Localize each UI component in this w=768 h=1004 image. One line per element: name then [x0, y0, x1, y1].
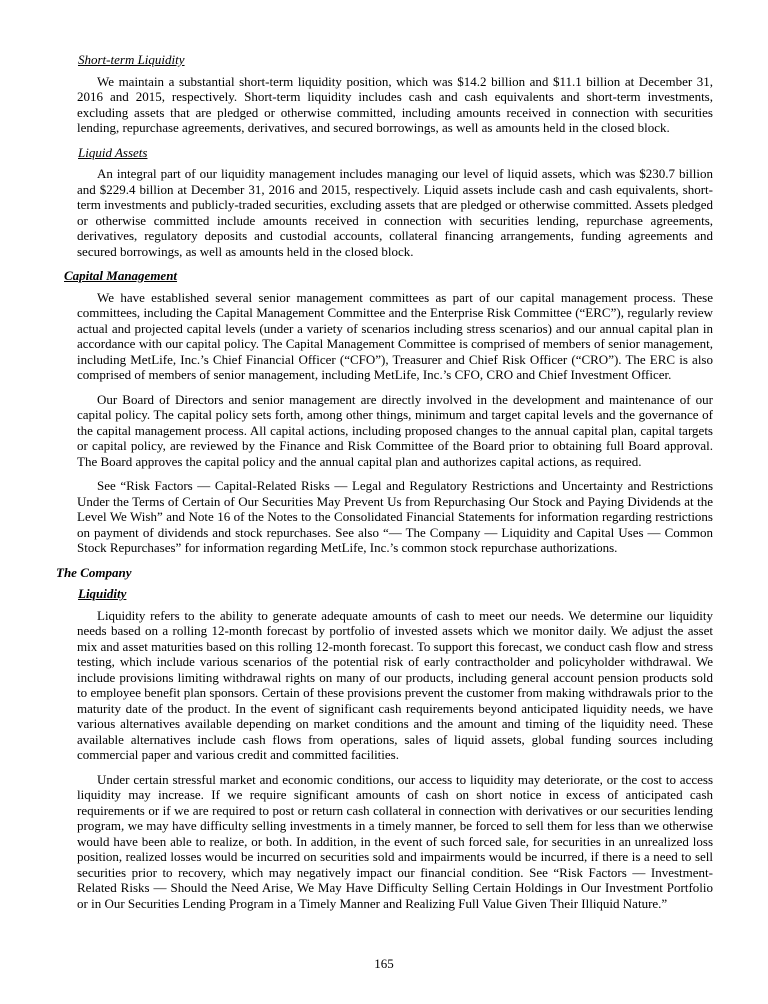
paragraph-capital-management-3: See “Risk Factors — Capital-Related Risks — Legal and Regulatory Restrictions and Uncertainty and Restrictions Under the Terms of Certain of Our Securities May Prevent Us from Repurchasing Our Stock and Paying Dividends at the Level We Wish” and Note 16 of the Notes to the Consolidated Financial Statements for information regarding restrictions on payment of dividends and stock repurchases. See also “— The Company — Liquidity and Capital Uses — Common Stock Repurchases” for information regarding MetLife, Inc.’s common stock repurchase authorizations. [77, 478, 713, 555]
paragraph-short-term-liquidity-1: We maintain a substantial short-term liquidity position, which was $14.2 billion and $11.1 billion at December 31, 2016 and 2015, respectively. Short-term liquidity includes cash and cash equivalents and short-term investments, excluding assets that are pledged or otherwise committed, including amounts received in connection with securities lending, repurchase agreements, derivatives, and secured borrowings, as well as amounts held in the closed block. [77, 73, 713, 135]
page-number: 165 [374, 955, 394, 971]
heading-capital-management [64, 268, 713, 284]
heading-liquidity [78, 586, 713, 602]
heading-liquid-assets [78, 145, 713, 161]
heading-short-term-liquidity-text: Short-term Liquidity [78, 52, 185, 67]
paragraph-liquidity-1: Liquidity refers to the ability to generate adequate amounts of cash to meet our needs. We determine our liquidity needs based on a rolling 12-month forecast by portfolio of invested assets which we monitor daily. We adjust the asset mix and asset maturities based on this rolling 12-month forecast. To support this forecast, we conduct cash flow and stress testing, which include various scenarios of the potential risk of early contractholder and policyholder withdrawal. We include provisions limiting withdrawal rights on many of our products, including general account pension products sold to employee benefit plan sponsors. Certain of these provisions prevent the customer from making withdrawals prior to the maturity date of the product. In the event of significant cash requirements beyond anticipated liquidity needs, we have various alternatives available depending on market conditions and the amount and timing of the liquidity need. These available alternatives include cash flows from operations, sales of liquid assets, global funding sources including commercial paper and various credit and committed facilities. [77, 607, 713, 762]
paragraph-capital-management-1: We have established several senior management committees as part of our capital management process. These committees, including the Capital Management Committee and the Enterprise Risk Committee (“ERC”), regularly review actual and projected capital levels (under a variety of scenarios including stress scenarios) and our annual capital plan in accordance with our capital policy. The Capital Management Committee is comprised of members of senior management, including MetLife, Inc.’s Chief Financial Officer (“CFO”), Treasurer and Chief Risk Officer (“CRO”). The ERC is also comprised of members of senior management, including MetLife, Inc.’s CFO, CRO and Chief Investment Officer. [77, 289, 713, 382]
paragraph-capital-management-2: Our Board of Directors and senior management are directly involved in the development and maintenance of our capital policy. The capital policy sets forth, among other things, minimum and target capital levels and the governance of the capital management process. All capital actions, including proposed changes to the annual capital plan, capital targets or capital policy, are reviewed by the Finance and Risk Committee of the Board prior to obtaining full Board approval. The Board approves the capital policy and the annual capital plan and authorizes capital actions, as required. [77, 391, 713, 469]
heading-the-company [56, 565, 713, 581]
heading-short-term-liquidity [78, 52, 713, 68]
paragraph-liquidity-2: Under certain stressful market and economic conditions, our access to liquidity may deteriorate, or the cost to access liquidity may increase. If we require significant amounts of cash on short notice in excess of anticipated cash requirements or if we are required to post or return cash collateral in connection with derivatives or our securities lending program, we may have difficulty selling investments in a timely manner, be forced to sell them for less than we otherwise would have been able to realize, or both. In addition, in the event of such forced sale, for securities in an unrealized loss position, realized losses would be incurred on securities sold and impairments would be incurred, if there is a need to sell securities prior to recovery, which may negatively impact our financial condition. See “Risk Factors — Investment-Related Risks — Should the Need Arise, We May Have Difficulty Selling Certain Holdings in Our Investment Portfolio or in Our Securities Lending Program in a Timely Manner and Realizing Full Value Given Their Illiquid Nature.” [77, 771, 713, 911]
heading-capital-management-text: Capital Management [64, 268, 178, 283]
heading-liquidity-text: Liquidity [78, 586, 127, 601]
heading-liquid-assets-text: Liquid Assets [78, 144, 148, 160]
paragraph-liquid-assets-1: An integral part of our liquidity management includes managing our level of liquid assets, which was $230.7 billion and $229.4 billion at December 31, 2016 and 2015, respectively. Liquid assets include cash and cash equivalents, short-term investments and publicly-traded securities, excluding assets that are pledged or otherwise committed. Assets pledged or otherwise committed include amounts received in connection with securities lending, repurchase agreements, derivatives, regulatory deposits and custodial accounts, collateral financing arrangements, funding agreements and secured borrowings, as well as amounts held in the closed block. [77, 166, 713, 259]
heading-the-company-text: The Company [56, 564, 132, 580]
